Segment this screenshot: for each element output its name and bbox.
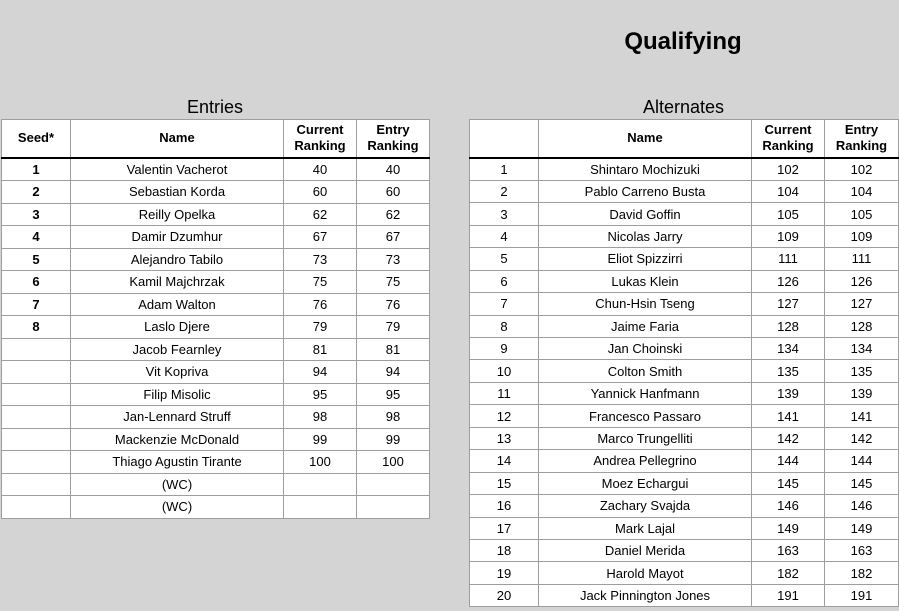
- table-row: [2, 203, 430, 226]
- player-name-cell: Harold Mayot: [539, 562, 752, 584]
- table-row: [2, 293, 430, 316]
- current-ranking-cell: 100: [284, 451, 357, 474]
- player-name-cell: Colton Smith: [539, 360, 752, 382]
- table-row: [2, 361, 430, 384]
- page-title: Qualifying: [624, 28, 742, 55]
- entry-ranking-cell: 105: [825, 203, 899, 225]
- entry-ranking-cell: 62: [357, 203, 430, 226]
- alternate-number-cell: 6: [470, 270, 539, 292]
- table-row: [470, 203, 899, 225]
- table-row: [470, 450, 899, 472]
- current-ranking-cell: 105: [752, 203, 825, 225]
- alternate-number-cell: 5: [470, 248, 539, 270]
- entry-ranking-cell: 135: [825, 360, 899, 382]
- entry-ranking-cell: 163: [825, 539, 899, 561]
- entry-ranking-column-header: Entry Ranking: [357, 120, 430, 158]
- entry-ranking-cell: 73: [357, 248, 430, 271]
- table-row: [2, 496, 430, 519]
- seed-cell: [2, 361, 71, 384]
- player-name-cell: Jacob Fearnley: [71, 338, 284, 361]
- player-name-cell: Chun-Hsin Tseng: [539, 293, 752, 315]
- current-ranking-cell: 128: [752, 315, 825, 337]
- current-ranking-cell: 127: [752, 293, 825, 315]
- entry-ranking-cell: 182: [825, 562, 899, 584]
- player-name-cell: Andrea Pellegrino: [539, 450, 752, 472]
- table-row: [2, 248, 430, 271]
- entries-title: Entries: [186, 97, 244, 117]
- seed-cell: [2, 338, 71, 361]
- player-name-cell: Zachary Svajda: [539, 495, 752, 517]
- alternate-number-cell: 2: [470, 180, 539, 202]
- table-row: [470, 248, 899, 270]
- entry-ranking-cell: 141: [825, 405, 899, 427]
- alternate-number-cell: 1: [470, 158, 539, 181]
- current-ranking-cell: 95: [284, 383, 357, 406]
- player-name-cell: Reilly Opelka: [71, 203, 284, 226]
- player-name-cell: Marco Trungelliti: [539, 427, 752, 449]
- table-row: [470, 517, 899, 539]
- seed-cell: 1: [2, 158, 71, 181]
- current-ranking-cell: 98: [284, 406, 357, 429]
- player-name-cell: David Goffin: [539, 203, 752, 225]
- alternate-number-cell: 20: [470, 584, 539, 606]
- player-name-cell: Sebastian Korda: [71, 181, 284, 204]
- table-row: [470, 405, 899, 427]
- player-name-cell: Jan-Lennard Struff: [71, 406, 284, 429]
- current-ranking-cell: 144: [752, 450, 825, 472]
- table-row: [2, 406, 430, 429]
- table-row: [2, 428, 430, 451]
- seed-cell: 6: [2, 271, 71, 294]
- player-name-cell: Jack Pinnington Jones: [539, 584, 752, 606]
- current-ranking-cell: [284, 496, 357, 519]
- table-row: [470, 382, 899, 404]
- current-ranking-cell: 134: [752, 338, 825, 360]
- current-ranking-cell: 163: [752, 539, 825, 561]
- entry-ranking-cell: 127: [825, 293, 899, 315]
- player-name-cell: Moez Echargui: [539, 472, 752, 494]
- seed-cell: [2, 496, 71, 519]
- entry-ranking-cell: [357, 473, 430, 496]
- table-row: [2, 473, 430, 496]
- entry-ranking-cell: 142: [825, 427, 899, 449]
- current-ranking-cell: 67: [284, 226, 357, 249]
- table-row: [470, 584, 899, 606]
- player-name-cell: Nicolas Jarry: [539, 225, 752, 247]
- entry-ranking-cell: 134: [825, 338, 899, 360]
- table-row: [470, 427, 899, 449]
- entry-ranking-cell: 102: [825, 158, 899, 181]
- table-row: [2, 316, 430, 339]
- entry-ranking-cell: 145: [825, 472, 899, 494]
- entry-ranking-cell: 95: [357, 383, 430, 406]
- table-row: [2, 271, 430, 294]
- player-name-cell: Laslo Djere: [71, 316, 284, 339]
- table-row: [2, 338, 430, 361]
- current-ranking-cell: 104: [752, 180, 825, 202]
- alternate-number-cell: 11: [470, 382, 539, 404]
- entry-ranking-cell: 100: [357, 451, 430, 474]
- entry-ranking-cell: 99: [357, 428, 430, 451]
- table-row: [470, 270, 899, 292]
- current-ranking-cell: 94: [284, 361, 357, 384]
- seed-cell: [2, 473, 71, 496]
- alternate-number-cell: 12: [470, 405, 539, 427]
- table-row: [470, 315, 899, 337]
- table-row: [2, 226, 430, 249]
- entry-ranking-cell: 128: [825, 315, 899, 337]
- entry-ranking-cell: 40: [357, 158, 430, 181]
- entry-ranking-cell: 146: [825, 495, 899, 517]
- table-row: [470, 158, 899, 181]
- entry-ranking-cell: 104: [825, 180, 899, 202]
- entry-ranking-cell: 60: [357, 181, 430, 204]
- seed-cell: 7: [2, 293, 71, 316]
- current-ranking-cell: 145: [752, 472, 825, 494]
- alternates-title: Alternates: [642, 97, 725, 117]
- current-ranking-cell: 102: [752, 158, 825, 181]
- player-name-cell: Eliot Spizzirri: [539, 248, 752, 270]
- table-row: [2, 383, 430, 406]
- entries-table: [1, 119, 430, 519]
- seed-cell: [2, 428, 71, 451]
- seed-cell: [2, 451, 71, 474]
- alternate-number-cell: 19: [470, 562, 539, 584]
- entry-ranking-cell: 79: [357, 316, 430, 339]
- alternate-number-cell: 8: [470, 315, 539, 337]
- player-name-cell: Kamil Majchrzak: [71, 271, 284, 294]
- player-name-cell: Lukas Klein: [539, 270, 752, 292]
- entry-ranking-cell: 144: [825, 450, 899, 472]
- player-name-cell: (WC): [71, 496, 284, 519]
- current-ranking-cell: 191: [752, 584, 825, 606]
- current-ranking-cell: 182: [752, 562, 825, 584]
- alternate-number-cell: 10: [470, 360, 539, 382]
- player-name-cell: Damir Dzumhur: [71, 226, 284, 249]
- entry-ranking-cell: 139: [825, 382, 899, 404]
- entry-ranking-cell: 149: [825, 517, 899, 539]
- player-name-cell: Daniel Merida: [539, 539, 752, 561]
- current-ranking-cell: 99: [284, 428, 357, 451]
- player-name-cell: Valentin Vacherot: [71, 158, 284, 181]
- current-ranking-cell: 73: [284, 248, 357, 271]
- entry-ranking-cell: 76: [357, 293, 430, 316]
- entry-ranking-cell: 111: [825, 248, 899, 270]
- current-ranking-cell: 141: [752, 405, 825, 427]
- current-ranking-cell: 62: [284, 203, 357, 226]
- current-ranking-cell: 146: [752, 495, 825, 517]
- table-row: [470, 360, 899, 382]
- current-ranking-cell: 109: [752, 225, 825, 247]
- player-name-cell: (WC): [71, 473, 284, 496]
- entry-ranking-cell: 126: [825, 270, 899, 292]
- seed-cell: 8: [2, 316, 71, 339]
- table-row: [470, 338, 899, 360]
- seed-cell: [2, 406, 71, 429]
- table-row: [470, 539, 899, 561]
- current-ranking-cell: 75: [284, 271, 357, 294]
- entry-ranking-cell: 109: [825, 225, 899, 247]
- alternates-header-row: [470, 120, 899, 158]
- seed-cell: 2: [2, 181, 71, 204]
- alternate-number-cell: 18: [470, 539, 539, 561]
- current-ranking-cell: 149: [752, 517, 825, 539]
- current-ranking-cell: 111: [752, 248, 825, 270]
- table-row: [470, 225, 899, 247]
- alternate-number-cell: 14: [470, 450, 539, 472]
- entry-ranking-cell: 94: [357, 361, 430, 384]
- table-row: [470, 293, 899, 315]
- current-ranking-cell: 81: [284, 338, 357, 361]
- alternate-number-cell: 3: [470, 203, 539, 225]
- current-ranking-cell: 139: [752, 382, 825, 404]
- entries-header-row: [2, 120, 430, 158]
- entry-ranking-cell: 67: [357, 226, 430, 249]
- seed-cell: 3: [2, 203, 71, 226]
- table-row: [2, 451, 430, 474]
- alternate-number-cell: 4: [470, 225, 539, 247]
- player-name-cell: Francesco Passaro: [539, 405, 752, 427]
- current-ranking-cell: 135: [752, 360, 825, 382]
- current-ranking-cell: 40: [284, 158, 357, 181]
- entry-ranking-cell: 75: [357, 271, 430, 294]
- table-row: [470, 562, 899, 584]
- player-name-cell: Jaime Faria: [539, 315, 752, 337]
- current-ranking-cell: 142: [752, 427, 825, 449]
- alternate-number-cell: 9: [470, 338, 539, 360]
- table-row: [2, 158, 430, 181]
- player-name-cell: Vit Kopriva: [71, 361, 284, 384]
- player-name-cell: Filip Misolic: [71, 383, 284, 406]
- player-name-cell: Mark Lajal: [539, 517, 752, 539]
- number-column-header: [470, 120, 539, 158]
- current-ranking-column-header: Current Ranking: [284, 120, 357, 158]
- seed-cell: [2, 383, 71, 406]
- current-ranking-cell: 60: [284, 181, 357, 204]
- alternates-table: [469, 119, 899, 607]
- entry-ranking-column-header: Entry Ranking: [825, 120, 899, 158]
- entry-ranking-cell: 98: [357, 406, 430, 429]
- table-row: [470, 472, 899, 494]
- name-column-header: Name: [71, 120, 284, 158]
- player-name-cell: Shintaro Mochizuki: [539, 158, 752, 181]
- current-ranking-cell: 126: [752, 270, 825, 292]
- player-name-cell: Mackenzie McDonald: [71, 428, 284, 451]
- player-name-cell: Adam Walton: [71, 293, 284, 316]
- player-name-cell: Thiago Agustin Tirante: [71, 451, 284, 474]
- alternate-number-cell: 13: [470, 427, 539, 449]
- alternate-number-cell: 17: [470, 517, 539, 539]
- entry-ranking-cell: 191: [825, 584, 899, 606]
- table-row: [470, 180, 899, 202]
- seed-column-header: Seed*: [2, 120, 71, 158]
- seed-cell: 5: [2, 248, 71, 271]
- current-ranking-column-header: Current Ranking: [752, 120, 825, 158]
- player-name-cell: Pablo Carreno Busta: [539, 180, 752, 202]
- player-name-cell: Alejandro Tabilo: [71, 248, 284, 271]
- current-ranking-cell: 79: [284, 316, 357, 339]
- current-ranking-cell: [284, 473, 357, 496]
- entry-ranking-cell: [357, 496, 430, 519]
- entry-ranking-cell: 81: [357, 338, 430, 361]
- current-ranking-cell: 76: [284, 293, 357, 316]
- seed-cell: 4: [2, 226, 71, 249]
- alternate-number-cell: 7: [470, 293, 539, 315]
- player-name-cell: Yannick Hanfmann: [539, 382, 752, 404]
- table-row: [470, 495, 899, 517]
- name-column-header: Name: [539, 120, 752, 158]
- alternate-number-cell: 16: [470, 495, 539, 517]
- player-name-cell: Jan Choinski: [539, 338, 752, 360]
- alternate-number-cell: 15: [470, 472, 539, 494]
- table-row: [2, 181, 430, 204]
